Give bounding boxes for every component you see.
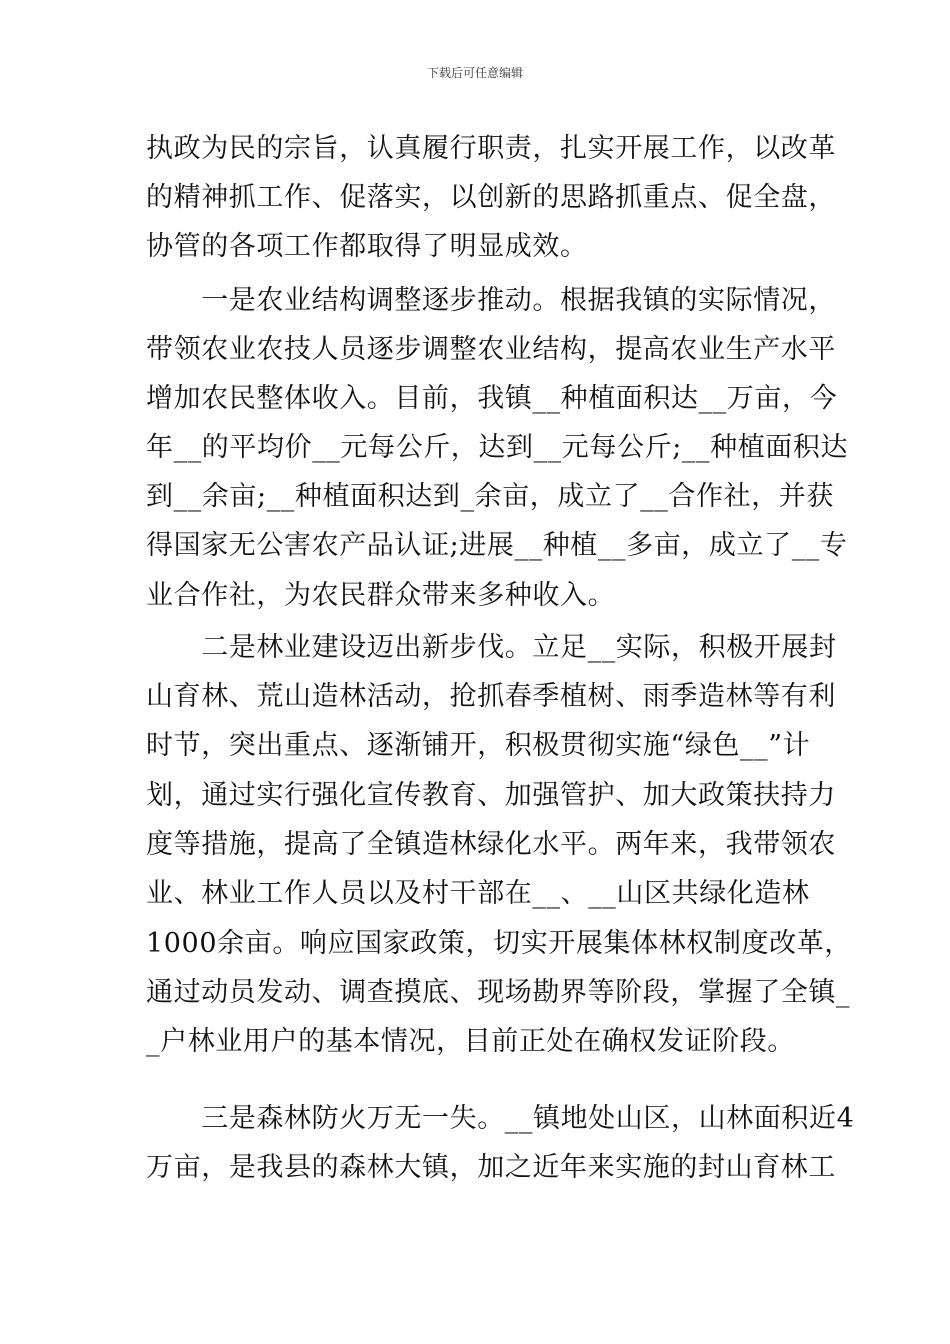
text-line: 到__余亩;__种植面积达到_余亩，成立了__合作社，并获	[146, 481, 834, 512]
text-line: 二是林业建设迈出新步伐。立足__实际，积极开展封	[146, 632, 837, 663]
text-line: 通过动员发动、调查摸底、现场勘界等阶段，掌握了全镇_	[146, 977, 851, 1008]
text-line: 业、林业工作人员以及村干部在__、__山区共绿化造林	[146, 878, 810, 909]
page-header: 下载后可任意编辑	[426, 66, 523, 80]
text-line: 万亩，是我县的森林大镇，加之近年来实施的封山育林工	[146, 1152, 836, 1183]
text-line: 执政为民的宗旨，认真履行职责，扎实开展工作，以改革	[146, 133, 836, 164]
text-line: _户林业用户的基本情况，目前正处在确权发证阶段。	[146, 1026, 795, 1057]
text-line: 的精神抓工作、促落实，以创新的思路抓重点、促全盘，	[146, 182, 836, 213]
text-line: 划，通过实行强化宣传教育、加强管护、加大政策扶持力	[146, 780, 836, 811]
text-line: 带领农业农技人员逐步调整农业结构，提高农业生产水平	[146, 334, 836, 365]
text-line: 1000余亩。响应国家政策，切实开展集体林权制度改革，	[146, 928, 852, 959]
text-line: 业合作社，为农民群众带来多种收入。	[146, 580, 616, 611]
text-line: 度等措施，提高了全镇造林绿化水平。两年来，我带领农	[146, 829, 836, 860]
text-line: 得国家无公害农产品认证;进展__种植__多亩，成立了__专	[146, 530, 848, 561]
text-line: 山育林、荒山造林活动，抢抓春季植树、雨季造林等有利	[146, 681, 836, 712]
text-line: 三是森林防火万无一失。__镇地处山区，山林面积近4	[146, 1103, 855, 1134]
text-line: 一是农业结构调整逐步推动。根据我镇的实际情况，	[146, 285, 836, 316]
text-line: 增加农民整体收入。目前，我镇__种植面积达__万亩，今	[146, 383, 838, 414]
text-line: 协管的各项工作都取得了明显成效。	[146, 231, 588, 262]
text-line: 时节，突出重点、逐渐铺开，积极贯彻实施“绿色__”计	[146, 730, 811, 761]
text-line: 年__的平均价__元每公斤，达到__元每公斤;__种植面积达	[146, 432, 849, 463]
